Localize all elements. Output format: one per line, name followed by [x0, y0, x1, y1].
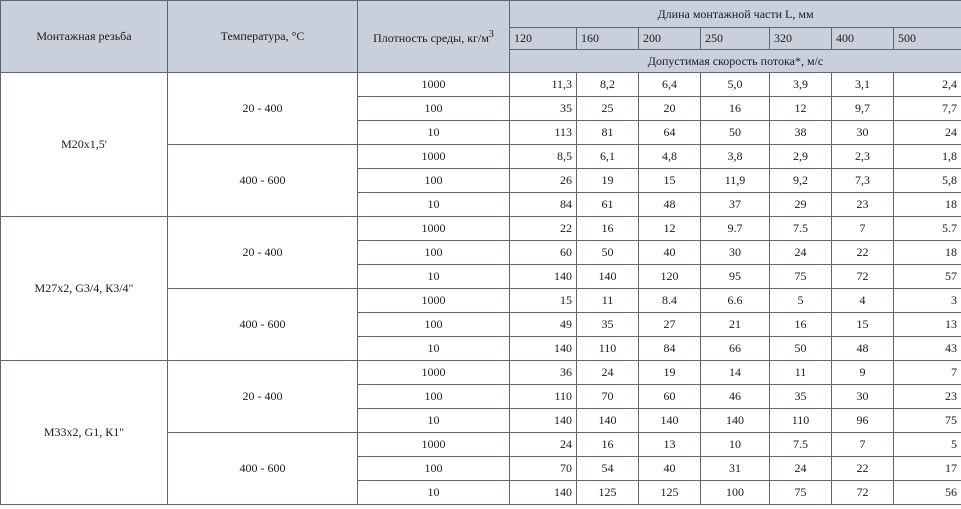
- velocity-cell: 48: [639, 193, 701, 217]
- velocity-cell: 46: [701, 385, 770, 409]
- density-header-label: Плотность среды, кг/м: [373, 31, 489, 45]
- velocity-cell: 75: [894, 409, 961, 433]
- velocity-cell: 56: [894, 481, 961, 505]
- length-header-cell: 500: [894, 28, 961, 50]
- velocity-cell: 50: [770, 337, 832, 361]
- velocity-cell: 72: [832, 265, 894, 289]
- velocity-cell: 17: [894, 457, 961, 481]
- velocity-cell: 3,1: [832, 73, 894, 97]
- velocity-cell: 38: [770, 121, 832, 145]
- velocity-cell: 22: [832, 241, 894, 265]
- table-row: [1, 73, 961, 97]
- density-cell: 100: [358, 313, 510, 337]
- velocity-cell: 140: [577, 265, 639, 289]
- density-cell: 10: [358, 409, 510, 433]
- velocity-cell: 9,7: [832, 97, 894, 121]
- temperature-cell: 20 - 400: [168, 217, 358, 289]
- velocity-cell: 11: [770, 361, 832, 385]
- velocity-cell: 24: [577, 361, 639, 385]
- velocity-cell: 4,8: [639, 145, 701, 169]
- velocity-group-header: [510, 50, 961, 73]
- velocity-cell: 125: [639, 481, 701, 505]
- temperature-cell: 400 - 600: [168, 145, 358, 217]
- velocity-cell: 5,8: [894, 169, 961, 193]
- velocity-group-header-label: Допустимая скорость потока*, м/с: [647, 53, 824, 68]
- temperature-cell: 400 - 600: [168, 433, 358, 505]
- velocity-cell: 31: [701, 457, 770, 481]
- velocity-cell: 95: [701, 265, 770, 289]
- density-header: [358, 1, 510, 73]
- thread-header-label: Монтажная резьба: [36, 29, 132, 43]
- velocity-cell: 30: [832, 121, 894, 145]
- velocity-cell: 16: [701, 97, 770, 121]
- velocity-cell: 7: [832, 217, 894, 241]
- velocity-cell: 9: [832, 361, 894, 385]
- velocity-cell: 72: [832, 481, 894, 505]
- velocity-cell: 7: [894, 361, 961, 385]
- velocity-cell: 140: [510, 337, 577, 361]
- velocity-cell: 54: [577, 457, 639, 481]
- velocity-cell: 19: [577, 169, 639, 193]
- velocity-cell: 110: [770, 409, 832, 433]
- density-cell: 100: [358, 457, 510, 481]
- velocity-cell: 2,4: [894, 73, 961, 97]
- velocity-cell: 6,1: [577, 145, 639, 169]
- velocity-cell: 20: [639, 97, 701, 121]
- velocity-cell: 16: [770, 313, 832, 337]
- velocity-cell: 5,0: [701, 73, 770, 97]
- velocity-cell: 100: [701, 481, 770, 505]
- velocity-cell: 60: [639, 385, 701, 409]
- density-cell: 10: [358, 337, 510, 361]
- length-group-header-label: Длина монтажной части L, мм: [657, 6, 814, 21]
- thread-header: [1, 1, 168, 73]
- velocity-cell: 13: [639, 433, 701, 457]
- density-cell: 1000: [358, 73, 510, 97]
- temperature-header-label: Температура, °С: [220, 29, 305, 43]
- velocity-cell: 2,9: [770, 145, 832, 169]
- density-cell: 10: [358, 193, 510, 217]
- velocity-cell: 7,7: [894, 97, 961, 121]
- density-cell: 10: [358, 265, 510, 289]
- density-cell: 1000: [358, 433, 510, 457]
- velocity-cell: 7,3: [832, 169, 894, 193]
- velocity-cell: 140: [577, 409, 639, 433]
- temperature-cell: 400 - 600: [168, 289, 358, 361]
- temperature-cell: 20 - 400: [168, 361, 358, 433]
- density-header-sup: 3: [488, 29, 494, 40]
- velocity-cell: 25: [577, 97, 639, 121]
- velocity-cell: 3: [894, 289, 961, 313]
- velocity-cell: 9,2: [770, 169, 832, 193]
- velocity-cell: 110: [510, 385, 577, 409]
- velocity-cell: 120: [639, 265, 701, 289]
- thread-cell: М33х2, G1, К1": [1, 361, 168, 505]
- velocity-cell: 57: [894, 265, 961, 289]
- density-cell: 1000: [358, 145, 510, 169]
- velocity-cell: 140: [510, 409, 577, 433]
- length-group-header: [510, 1, 961, 28]
- temperature-header: [168, 1, 358, 73]
- velocity-cell: 15: [510, 289, 577, 313]
- table-row: [1, 217, 961, 241]
- velocity-cell: 140: [639, 409, 701, 433]
- density-cell: 1000: [358, 217, 510, 241]
- velocity-cell: 16: [577, 433, 639, 457]
- velocity-cell: 125: [577, 481, 639, 505]
- density-cell: 1000: [358, 289, 510, 313]
- length-header-cell: 250: [701, 28, 770, 50]
- velocity-cell: 7.5: [770, 433, 832, 457]
- density-cell: 1000: [358, 361, 510, 385]
- velocity-cell: 12: [770, 97, 832, 121]
- velocity-cell: 140: [701, 409, 770, 433]
- velocity-cell: 6,4: [639, 73, 701, 97]
- velocity-cell: 24: [770, 457, 832, 481]
- velocity-cell: 5: [894, 433, 961, 457]
- velocity-cell: 13: [894, 313, 961, 337]
- density-cell: 100: [358, 241, 510, 265]
- velocity-cell: 10: [701, 433, 770, 457]
- table-row: [1, 361, 961, 385]
- density-cell: 100: [358, 169, 510, 193]
- velocity-cell: 84: [639, 337, 701, 361]
- velocity-cell: 7.5: [770, 217, 832, 241]
- velocity-cell: 35: [770, 385, 832, 409]
- velocity-cell: 22: [832, 457, 894, 481]
- velocity-cell: 24: [510, 433, 577, 457]
- velocity-cell: 18: [894, 193, 961, 217]
- velocity-cell: 48: [832, 337, 894, 361]
- velocity-cell: 4: [832, 289, 894, 313]
- thread-cell: М20х1,5': [1, 73, 168, 217]
- velocity-cell: 140: [510, 481, 577, 505]
- velocity-cell: 43: [894, 337, 961, 361]
- velocity-cell: 37: [701, 193, 770, 217]
- velocity-cell: 8,5: [510, 145, 577, 169]
- velocity-cell: 23: [894, 385, 961, 409]
- velocity-cell: 66: [701, 337, 770, 361]
- velocity-cell: 36: [510, 361, 577, 385]
- velocity-cell: 70: [577, 385, 639, 409]
- velocity-cell: 26: [510, 169, 577, 193]
- velocity-cell: 16: [577, 217, 639, 241]
- velocity-cell: 11,3: [510, 73, 577, 97]
- velocity-cell: 12: [639, 217, 701, 241]
- velocity-cell: 15: [639, 169, 701, 193]
- velocity-cell: 30: [701, 241, 770, 265]
- velocity-cell: 6.6: [701, 289, 770, 313]
- velocity-cell: 81: [577, 121, 639, 145]
- velocity-cell: 2,3: [832, 145, 894, 169]
- velocity-cell: 5: [770, 289, 832, 313]
- velocity-cell: 84: [510, 193, 577, 217]
- velocity-cell: 3,8: [701, 145, 770, 169]
- velocity-cell: 30: [832, 385, 894, 409]
- velocity-cell: 11: [577, 289, 639, 313]
- velocity-cell: 113: [510, 121, 577, 145]
- velocity-cell: 8,2: [577, 73, 639, 97]
- velocity-cell: 11,9: [701, 169, 770, 193]
- velocity-cell: 70: [510, 457, 577, 481]
- length-header-cell: 200: [639, 28, 701, 50]
- velocity-cell: 35: [577, 313, 639, 337]
- velocity-cell: 110: [577, 337, 639, 361]
- velocity-cell: 18: [894, 241, 961, 265]
- velocity-cell: 27: [639, 313, 701, 337]
- velocity-cell: 75: [770, 481, 832, 505]
- density-cell: 100: [358, 97, 510, 121]
- velocity-cell: 35: [510, 97, 577, 121]
- velocity-cell: 140: [510, 265, 577, 289]
- velocity-cell: 14: [701, 361, 770, 385]
- velocity-cell: 96: [832, 409, 894, 433]
- velocity-cell: 50: [701, 121, 770, 145]
- length-header-cell: 120: [510, 28, 577, 50]
- velocity-cell: 23: [832, 193, 894, 217]
- length-header-cell: 320: [770, 28, 832, 50]
- velocity-cell: 8.4: [639, 289, 701, 313]
- table-body: [1, 73, 961, 505]
- velocity-cell: 60: [510, 241, 577, 265]
- thread-cell: М27х2, G3/4, К3/4": [1, 217, 168, 361]
- density-cell: 100: [358, 385, 510, 409]
- velocity-cell: 1,8: [894, 145, 961, 169]
- velocity-cell: 15: [832, 313, 894, 337]
- velocity-cell: 7: [832, 433, 894, 457]
- table-header: [1, 1, 961, 73]
- velocity-cell: 24: [894, 121, 961, 145]
- velocity-cell: 22: [510, 217, 577, 241]
- density-cell: 10: [358, 481, 510, 505]
- velocity-cell: 3,9: [770, 73, 832, 97]
- velocity-cell: 19: [639, 361, 701, 385]
- velocity-cell: 21: [701, 313, 770, 337]
- velocity-cell: 5.7: [894, 217, 961, 241]
- velocity-cell: 49: [510, 313, 577, 337]
- length-header-cell: 160: [577, 28, 639, 50]
- velocity-cell: 40: [639, 241, 701, 265]
- length-header-cell: 400: [832, 28, 894, 50]
- temperature-cell: 20 - 400: [168, 73, 358, 145]
- density-cell: 10: [358, 121, 510, 145]
- velocity-cell: 64: [639, 121, 701, 145]
- velocity-cell: 9.7: [701, 217, 770, 241]
- velocity-cell: 24: [770, 241, 832, 265]
- velocity-cell: 75: [770, 265, 832, 289]
- velocity-cell: 50: [577, 241, 639, 265]
- velocity-cell: 29: [770, 193, 832, 217]
- velocity-cell: 61: [577, 193, 639, 217]
- velocity-cell: 40: [639, 457, 701, 481]
